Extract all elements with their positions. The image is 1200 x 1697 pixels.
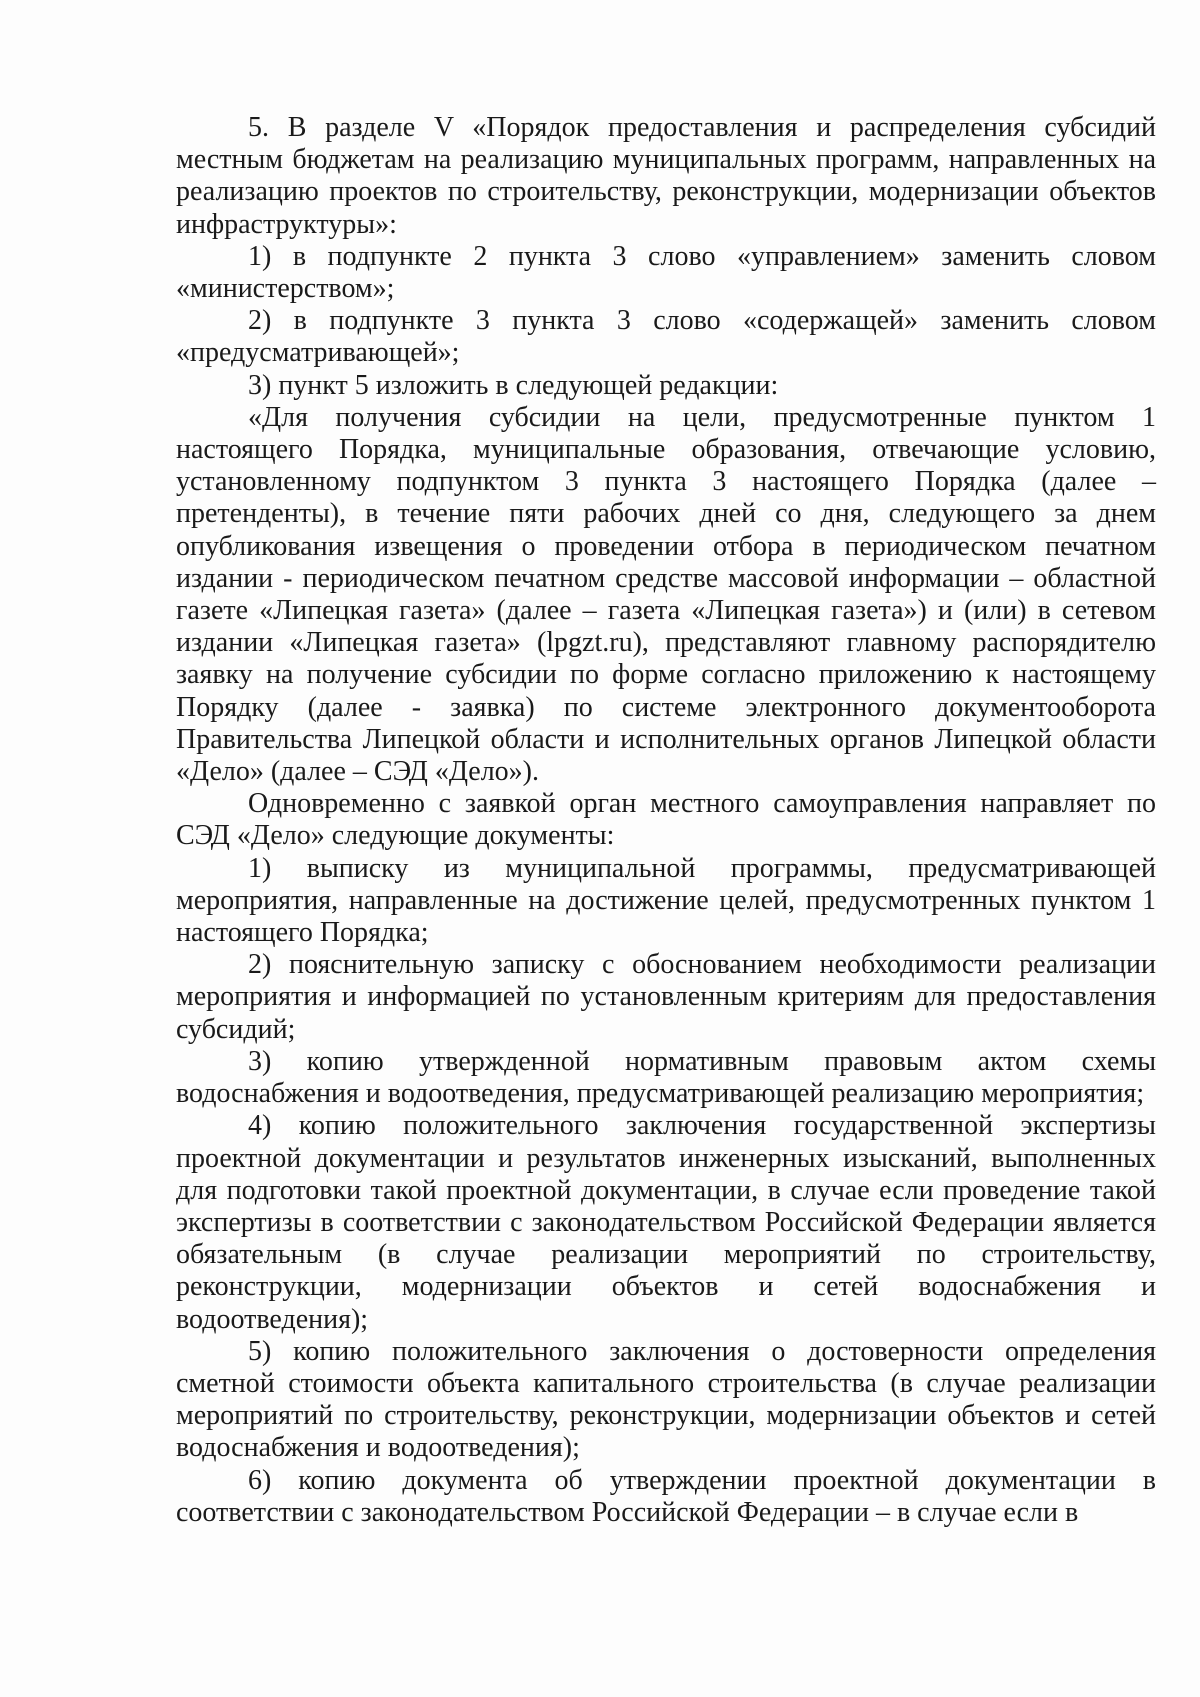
paragraph-section-5: 5. В разделе V «Порядок предоставления и распределения субсидий местным бюджетам на реализацию муниципальных программ, направленных на реализацию проектов по строительству, реконструкции, модернизации объектов инфраструктуры»: [176, 112, 1156, 240]
paragraph-doc-4: 4) копию положительного заключения государственной экспертизы проектной документации и результатов инженерных изысканий, выполненных для подготовки такой проектной документации, в случае если проведение такой экспертизы в соответствии с законодательством Российской Федерации является обязательным (в случае реализации мероприятий по строительству, реконструкции, модернизации объектов и сетей водоснабжения и водоотведения); [176, 1110, 1156, 1335]
document-body [176, 112, 1156, 1529]
paragraph-documents-intro: Одновременно с заявкой орган местного самоуправления направляет по СЭД «Дело» следующие документы: [176, 788, 1156, 852]
paragraph-item-1: 1) в подпункте 2 пункта 3 слово «управлением» заменить словом «министерством»; [176, 240, 1156, 305]
paragraph-doc-3: 3) копию утвержденной нормативным правовым актом схемы водоснабжения и водоотведения, предусматривающей реализацию мероприятия; [176, 1045, 1156, 1110]
paragraph-doc-1: 1) выписку из муниципальной программы, предусматривающей мероприятия, направленные на достижение целей, предусмотренных пунктом 1 настоящего Порядка; [176, 852, 1156, 949]
paragraph-item-3: 3) пункт 5 изложить в следующей редакции: [248, 369, 779, 401]
paragraph-doc-5: 5) копию положительного заключения о достоверности определения сметной стоимости объекта капитального строительства (в случае реализации мероприятий по строительству, реконструкции, модернизации объектов и сетей водоснабжения и водоотведения); [176, 1335, 1156, 1464]
paragraph-item-2: 2) в подпункте 3 пункта 3 слово «содержащей» заменить словом «предусматривающей»; [176, 305, 1156, 369]
paragraph-doc-6: 6) копию документа об утверждении проектной документации в соответствии с законодательством Российской Федерации – в случае если в [176, 1464, 1156, 1528]
paragraph-doc-2: 2) пояснительную записку с обоснованием необходимости реализации мероприятия и информацией по установленным критериям для предоставления субсидий; [176, 949, 1156, 1045]
paragraph-new-text: «Для получения субсидии на цели, предусмотренные пунктом 1 настоящего Порядка, муниципальные образования, отвечающие условию, установленному подпунктом 3 пункта 3 настоящего Порядка (далее – претенденты), в течение пяти рабочих дней со дня, следующего за днем опубликования извещения о проведении отбора в периодическом печатном издании - периодическом печатном средстве массовой информации – областной газете «Липецкая газета» (далее – газета «Липецкая газета») и (или) в сетевом издании «Липецкая газета» (lpgzt.ru), представляют главному распорядителю заявку на получение субсидии по форме согласно приложению к настоящему Порядку (далее - заявка) по системе электронного документооборота Правительства Липецкой области и исполнительных органов Липецкой области «Дело» (далее – СЭД «Дело»). [176, 401, 1156, 788]
